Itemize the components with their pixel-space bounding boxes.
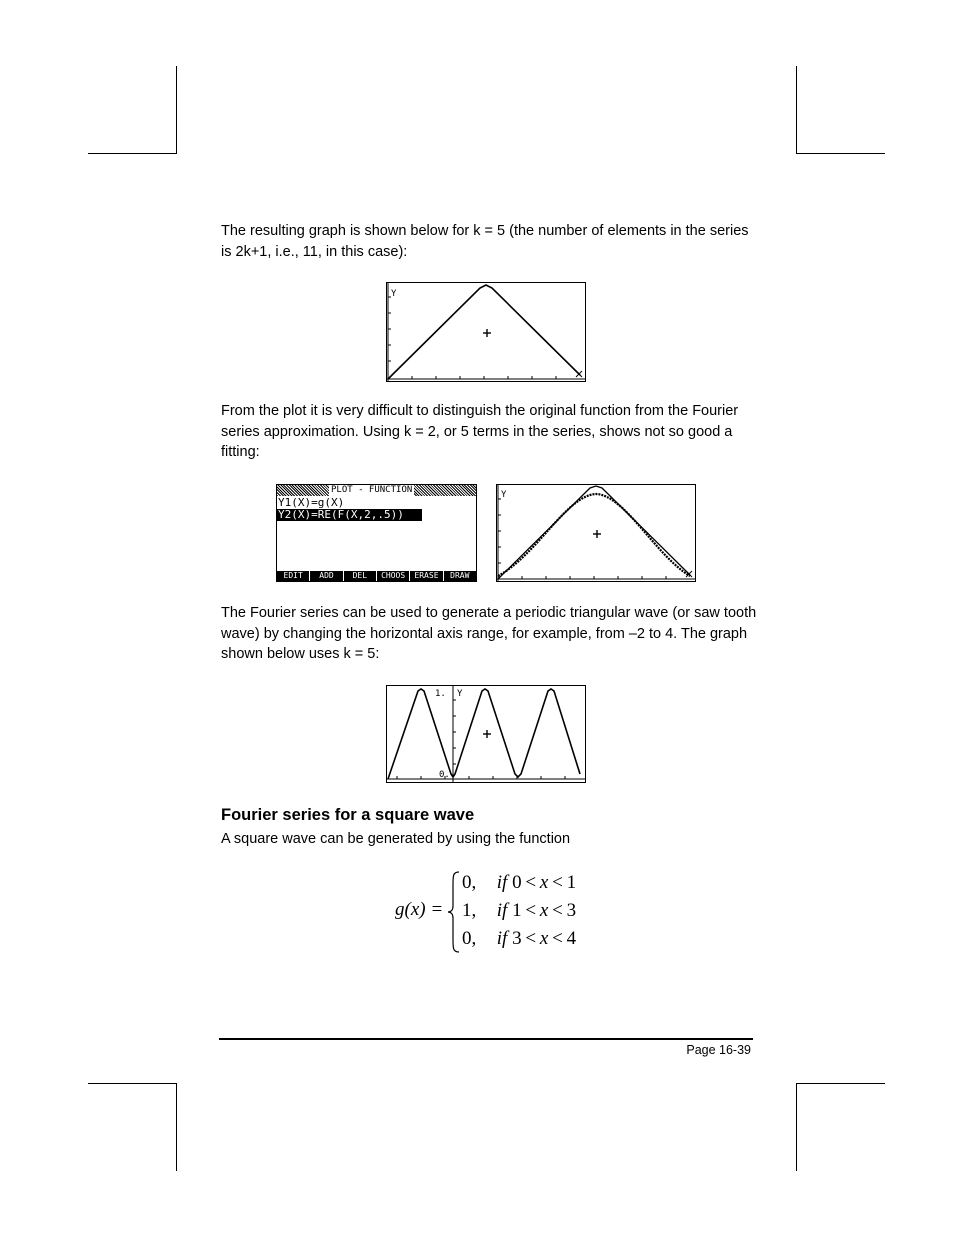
axis-ticks [498, 499, 666, 579]
paragraph-comparison: From the plot it is very difficult to distinguish the original function from the Fourier series approximation. Using k = 2, or 5 terms in the series, shows not so good a fitting: [221, 403, 739, 460]
formula-condition: 1 < x < 3 [512, 900, 577, 921]
crop-mark [176, 1083, 177, 1171]
formula-if: if [496, 872, 508, 893]
left-brace-icon [447, 870, 461, 954]
end-marker [576, 371, 582, 377]
formula-value: 0, [462, 872, 477, 893]
function-line-1[interactable]: Y1(X)=g(X) [278, 496, 345, 509]
formula-condition: 3 < x < 4 [512, 928, 577, 949]
crop-mark [796, 1083, 885, 1084]
plot-svg [387, 686, 585, 782]
function-curve [388, 285, 580, 379]
plot-svg [497, 485, 695, 581]
formula-lhs: g(x) = [395, 899, 444, 920]
calculator-plot-periodic-wave [386, 685, 586, 783]
cursor-crosshair [483, 730, 491, 738]
calculator-plot-triangle [386, 282, 586, 382]
screen-title-bar [277, 485, 476, 496]
axis-ticks [397, 700, 565, 779]
softkey-add[interactable]: ADD [310, 571, 343, 581]
y-max-tick-label: 1. [435, 689, 446, 699]
calculator-plot-comparison [496, 484, 696, 582]
formula-value: 0, [462, 928, 477, 949]
softkey-choose[interactable]: CHOOS [377, 571, 410, 581]
crop-mark [796, 1083, 797, 1171]
paragraph-square-wave-intro: A square wave can be generated by using the function [221, 831, 571, 847]
page-number: Page 16-39 [686, 1043, 751, 1057]
formula-condition: 0 < x < 1 [512, 872, 577, 893]
formula-row-1 [462, 872, 576, 894]
original-function-curve [498, 486, 690, 579]
y-axis-label: Y [501, 490, 507, 500]
section-heading: Fourier series for a square wave [221, 806, 475, 824]
formula-value: 1, [462, 900, 477, 921]
function-line-2-selected[interactable]: Y2(X)=RE(F(X,2,.5)) [277, 509, 422, 521]
paragraph-graph-intro: The resulting graph is shown below for k = 5 (the number of elements in the series is 2k+1, i.e., 11, in this case): [221, 223, 749, 260]
footer-rule [219, 1038, 753, 1040]
paragraph-periodic-wave: The Fourier series can be used to generate a periodic triangular wave (or saw tooth wave) by changing the horizontal axis range, for example, from –2 to 4. The graph shown below uses k = 5: [221, 605, 757, 662]
cursor-crosshair [593, 530, 601, 538]
y-axis-label: Y [391, 289, 397, 299]
y-min-tick-label: 0. [439, 770, 450, 780]
crop-mark [88, 1083, 177, 1084]
softkey-menu [277, 571, 476, 581]
cursor-crosshair [483, 329, 491, 337]
calculator-plot-function-screen [276, 484, 477, 582]
crop-mark [796, 153, 885, 154]
screen-title: PLOT - FUNCTION [331, 485, 413, 495]
axis-ticks [388, 297, 556, 379]
formula-if: if [496, 900, 508, 921]
formula-row-3 [462, 928, 576, 950]
formula-if: if [496, 928, 508, 949]
plot-svg [387, 283, 585, 381]
formula-row-2 [462, 900, 576, 922]
crop-mark [796, 66, 797, 154]
y-axis-label: Y [457, 689, 463, 699]
softkey-draw[interactable]: DRAW [450, 571, 470, 580]
crop-mark [176, 66, 177, 154]
crop-mark [88, 153, 177, 154]
softkey-edit[interactable]: EDIT [277, 571, 310, 581]
piecewise-formula [395, 868, 595, 958]
softkey-erase[interactable]: ERASE [410, 571, 443, 581]
fourier-approximation-curve [498, 494, 690, 576]
softkey-del[interactable]: DEL [344, 571, 377, 581]
